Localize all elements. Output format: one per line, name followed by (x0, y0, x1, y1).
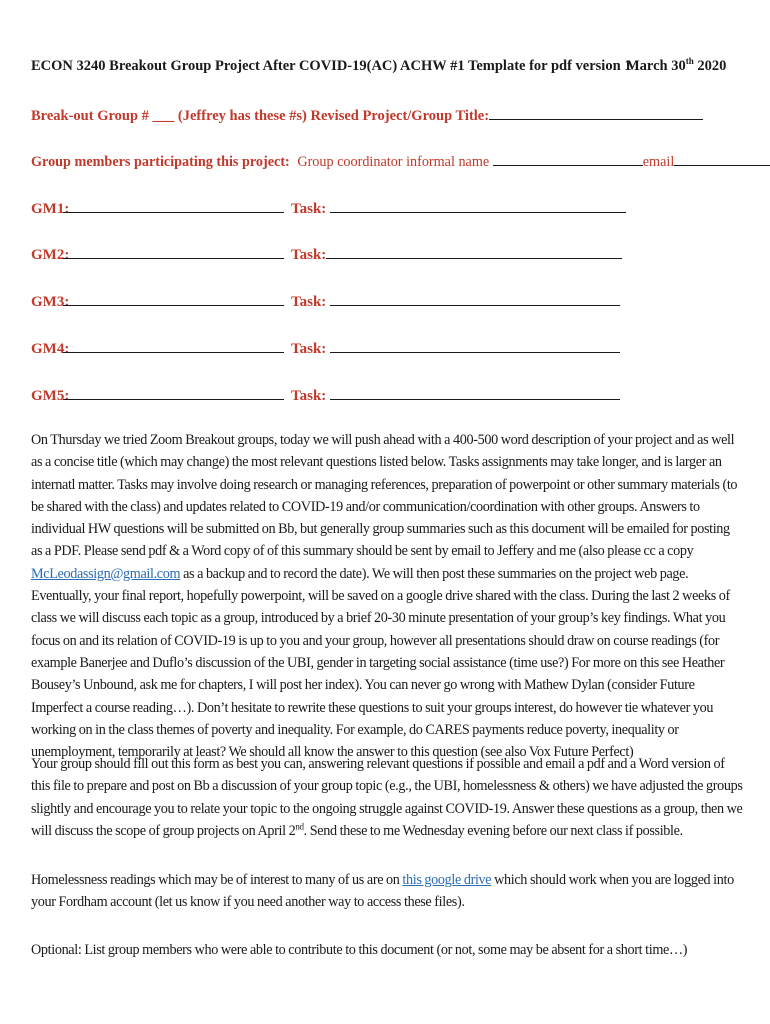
instructions-paragraph (31, 429, 743, 763)
member-label: GM4: (31, 341, 70, 357)
para2-sup: nd (295, 821, 304, 832)
readings-paragraph (31, 869, 743, 914)
task-label: Task: (291, 247, 327, 263)
para3-text-a: Homelessness readings which may be of interest to many of us are on (31, 872, 403, 888)
email-blank[interactable] (674, 151, 770, 166)
member-label: GM1: (31, 201, 70, 217)
member-label: GM2: (31, 247, 70, 263)
member-name-blank[interactable] (63, 198, 284, 213)
task-blank[interactable] (330, 198, 626, 213)
para3-text-b: which should work when you are logged into your Fordham account (let us know if you need another way to access these files). (31, 872, 734, 911)
para4-text: Optional: List group members who were able to contribute to this document (or not, some may be absent for a short time…) (31, 942, 688, 958)
date-suffix: 2020 (693, 58, 727, 74)
document-title (31, 58, 632, 75)
member-name-blank[interactable] (63, 385, 284, 400)
para2-end: . Send these to me Wednesday evening before our next class if possible. (303, 822, 683, 839)
submission-paragraph (31, 753, 743, 842)
member-name-blank[interactable] (63, 244, 284, 259)
task-label: Task: (291, 388, 327, 404)
para1-text-b: as a backup and to record the date). We will then post these summaries on the project web page. Eventually, your final report, hopefully powerpoint, will be saved on a google drive shared with the class. During the last 2 weeks of class we will discuss each topic as a group, introduced by a brief 20-30 minute presentation of your group’s key findings. What you focus on and its relation of COVID-19 is up to you and your group, however all presentations should draw on course readings (for example Banerjee and Duflo’s discussion of the UBI, gender in targeting social assistance (time use?) For more on this see Heather Bousey’s Unbound, ask me for chapters, I will post her index). You can never go wrong with Mathew Dylan (consider Future Imperfect a course reading…). Don’t hesitate to rewrite these questions to suit your groups interest, do however tie whatever you working on in the class themes of poverty and inequality. For example, do CARES payments reduce poverty, inequality or unemployment, temporarily at least? We should all know the answer to this question (see also Vox Future Perfect) (31, 565, 730, 761)
coordinator-blank[interactable] (493, 151, 643, 166)
para2-text: Your group should fill out this form as best you can, answering relevant questions if possible and email a pdf and a Word version of this file to prepare and post on Bb a discussion of your group topic (e.g., the UBI, homelessness & others) we have adjusted the groups slightly and encourage you to relate your topic to the ongoing struggle against COVID-19. Answer these questions as a group, then we will discuss the scope of group projects on April 2 (31, 756, 743, 839)
email-label: email (642, 154, 675, 170)
coordinator-label: Group coordinator informal name (297, 154, 490, 170)
task-blank[interactable] (330, 338, 620, 353)
member-row (31, 244, 284, 264)
member-name-blank[interactable] (63, 291, 284, 306)
task-blank[interactable] (330, 385, 620, 400)
members-label: Group members participating this project: (31, 154, 290, 170)
member-label: GM5: (31, 388, 70, 404)
member-task (291, 291, 620, 311)
group-title-blank[interactable] (489, 105, 703, 120)
email-link[interactable]: McLeodassign@gmail.com (31, 565, 181, 582)
task-label: Task: (291, 341, 327, 357)
member-label: GM3: (31, 294, 70, 310)
document-date (626, 58, 726, 75)
para1-text-a: On Thursday we tried Zoom Breakout groups, today we will push ahead with a 400-500 word description of your project and as well as a concise title (which may change) the most relevant questions listed below. Tasks assignments may take longer, and is larger an internatl matter. Tasks may involve doing research or managing references, preparation of powerpoint or other summary materials (to be shared with the class) and updates related to COVID-19 and/or communication/coordination with other groups. Answers to individual HW questions will be submitted on Bb, but generally group summaries such as this document will be emailed for posting as a PDF. Please send pdf & a Word copy of of this summary should be sent by email to Jeffery and me (also please cc a copy (31, 432, 738, 560)
member-task (291, 385, 620, 405)
task-label: Task: (291, 201, 327, 217)
date-sup: th (685, 56, 694, 67)
member-name-blank[interactable] (63, 338, 284, 353)
group-title-label: Break-out Group # ___ (Jeffrey has these #s) Revised Project/Group Title: (31, 108, 490, 124)
member-row (31, 198, 284, 218)
task-label: Task: (291, 294, 327, 310)
member-task (291, 198, 626, 218)
title-text: ECON 3240 Breakout Group Project After COVID-19(AC) ACHW #1 Template for pdf version 1 (31, 58, 632, 74)
task-blank[interactable] (330, 291, 620, 306)
group-title-line (31, 105, 703, 125)
google-drive-link[interactable]: this google drive (402, 872, 492, 888)
member-row (31, 385, 284, 405)
date-prefix: March 30 (626, 58, 686, 74)
member-row (31, 291, 284, 311)
members-line (31, 151, 770, 171)
member-task (291, 244, 622, 264)
optional-paragraph (31, 939, 743, 961)
member-task (291, 338, 620, 358)
task-blank[interactable] (326, 244, 622, 259)
member-row (31, 338, 284, 358)
